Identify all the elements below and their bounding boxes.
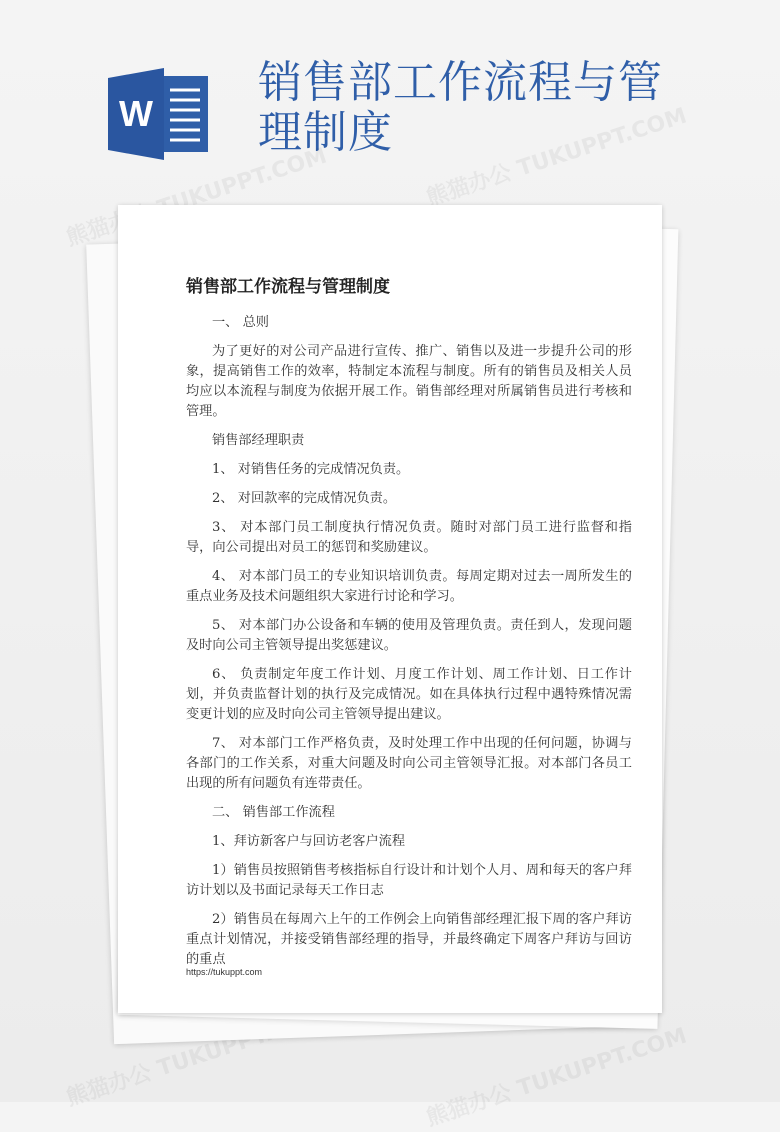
document-body bbox=[186, 275, 632, 979]
svg-text:W: W bbox=[119, 93, 153, 134]
list-item: 5、 对本部门办公设备和车辆的使用及管理负责。责任到人，发现问题及时向公司主管领导提出奖惩建议。 bbox=[186, 618, 632, 653]
subheading: 销售部经理职责 bbox=[212, 433, 305, 448]
list-item: 2）销售员在每周六上午的工作例会上向销售部经理汇报下周的客户拜访重点计划情况，并接受销售部经理的指导，并最终确定下周客户拜访与回访的重点 bbox=[186, 912, 632, 967]
list-item: 1）销售员按照销售考核指标自行设计和计划个人月、周和每天的客户拜访计划以及书面记录每天工作日志 bbox=[186, 863, 632, 898]
section-heading: 二、 销售部工作流程 bbox=[212, 805, 335, 820]
word-document-icon bbox=[108, 68, 208, 160]
footer-url: https://tukuppt.com bbox=[186, 967, 263, 977]
document-title: 销售部工作流程与管理制度 bbox=[186, 277, 390, 297]
list-item: 4、 对本部门员工的专业知识培训负责。每周定期对过去一周所发生的重点业务及技术问题组织大家进行讨论和学习。 bbox=[186, 569, 632, 604]
header-title: 销售部工作流程与管理制度 bbox=[258, 57, 663, 158]
section-heading: 一、 总则 bbox=[212, 315, 269, 330]
list-item: 1、 对销售任务的完成情况负责。 bbox=[212, 462, 410, 477]
watermark: 熊猫办公 TUKUPPT.COM bbox=[423, 103, 690, 212]
list-item: 7、 对本部门工作严格负责，及时处理工作中出现的任何问题，协调与各部门的工作关系，对重大问题及时向公司主管领导汇报。对本部门各员工出现的所有问题负有连带责任。 bbox=[186, 736, 632, 791]
document-page bbox=[118, 205, 662, 1013]
list-item: 3、 对本部门员工制度执行情况负责。随时对部门员工进行监督和指导，向公司提出对员工的惩罚和奖励建议。 bbox=[186, 520, 632, 555]
list-item: 2、 对回款率的完成情况负责。 bbox=[212, 491, 397, 506]
paragraph: 为了更好的对公司产品进行宣传、推广、销售以及进一步提升公司的形象，提高销售工作的效率，特制定本流程与制度。所有的销售员及相关人员均应以本流程与制度为依据开展工作。销售部经理对所属销售员进行考核和管理。 bbox=[186, 344, 632, 419]
watermark: 熊猫办公 TUKUPPT.COM bbox=[63, 1003, 330, 1112]
watermark: 熊猫办公 TUKUPPT.COM bbox=[63, 143, 330, 252]
subheading: 1、拜访新客户与回访老客户流程 bbox=[212, 834, 406, 849]
watermark: 熊猫办公 TUKUPPT.COM bbox=[423, 1023, 690, 1132]
list-item: 6、 负责制定年度工作计划、月度工作计划、周工作计划、日工作计划，并负责监督计划的执行及完成情况。如在具体执行过程中遇特殊情况需变更计划的应及时向公司主管领导提出建议。 bbox=[186, 667, 632, 722]
